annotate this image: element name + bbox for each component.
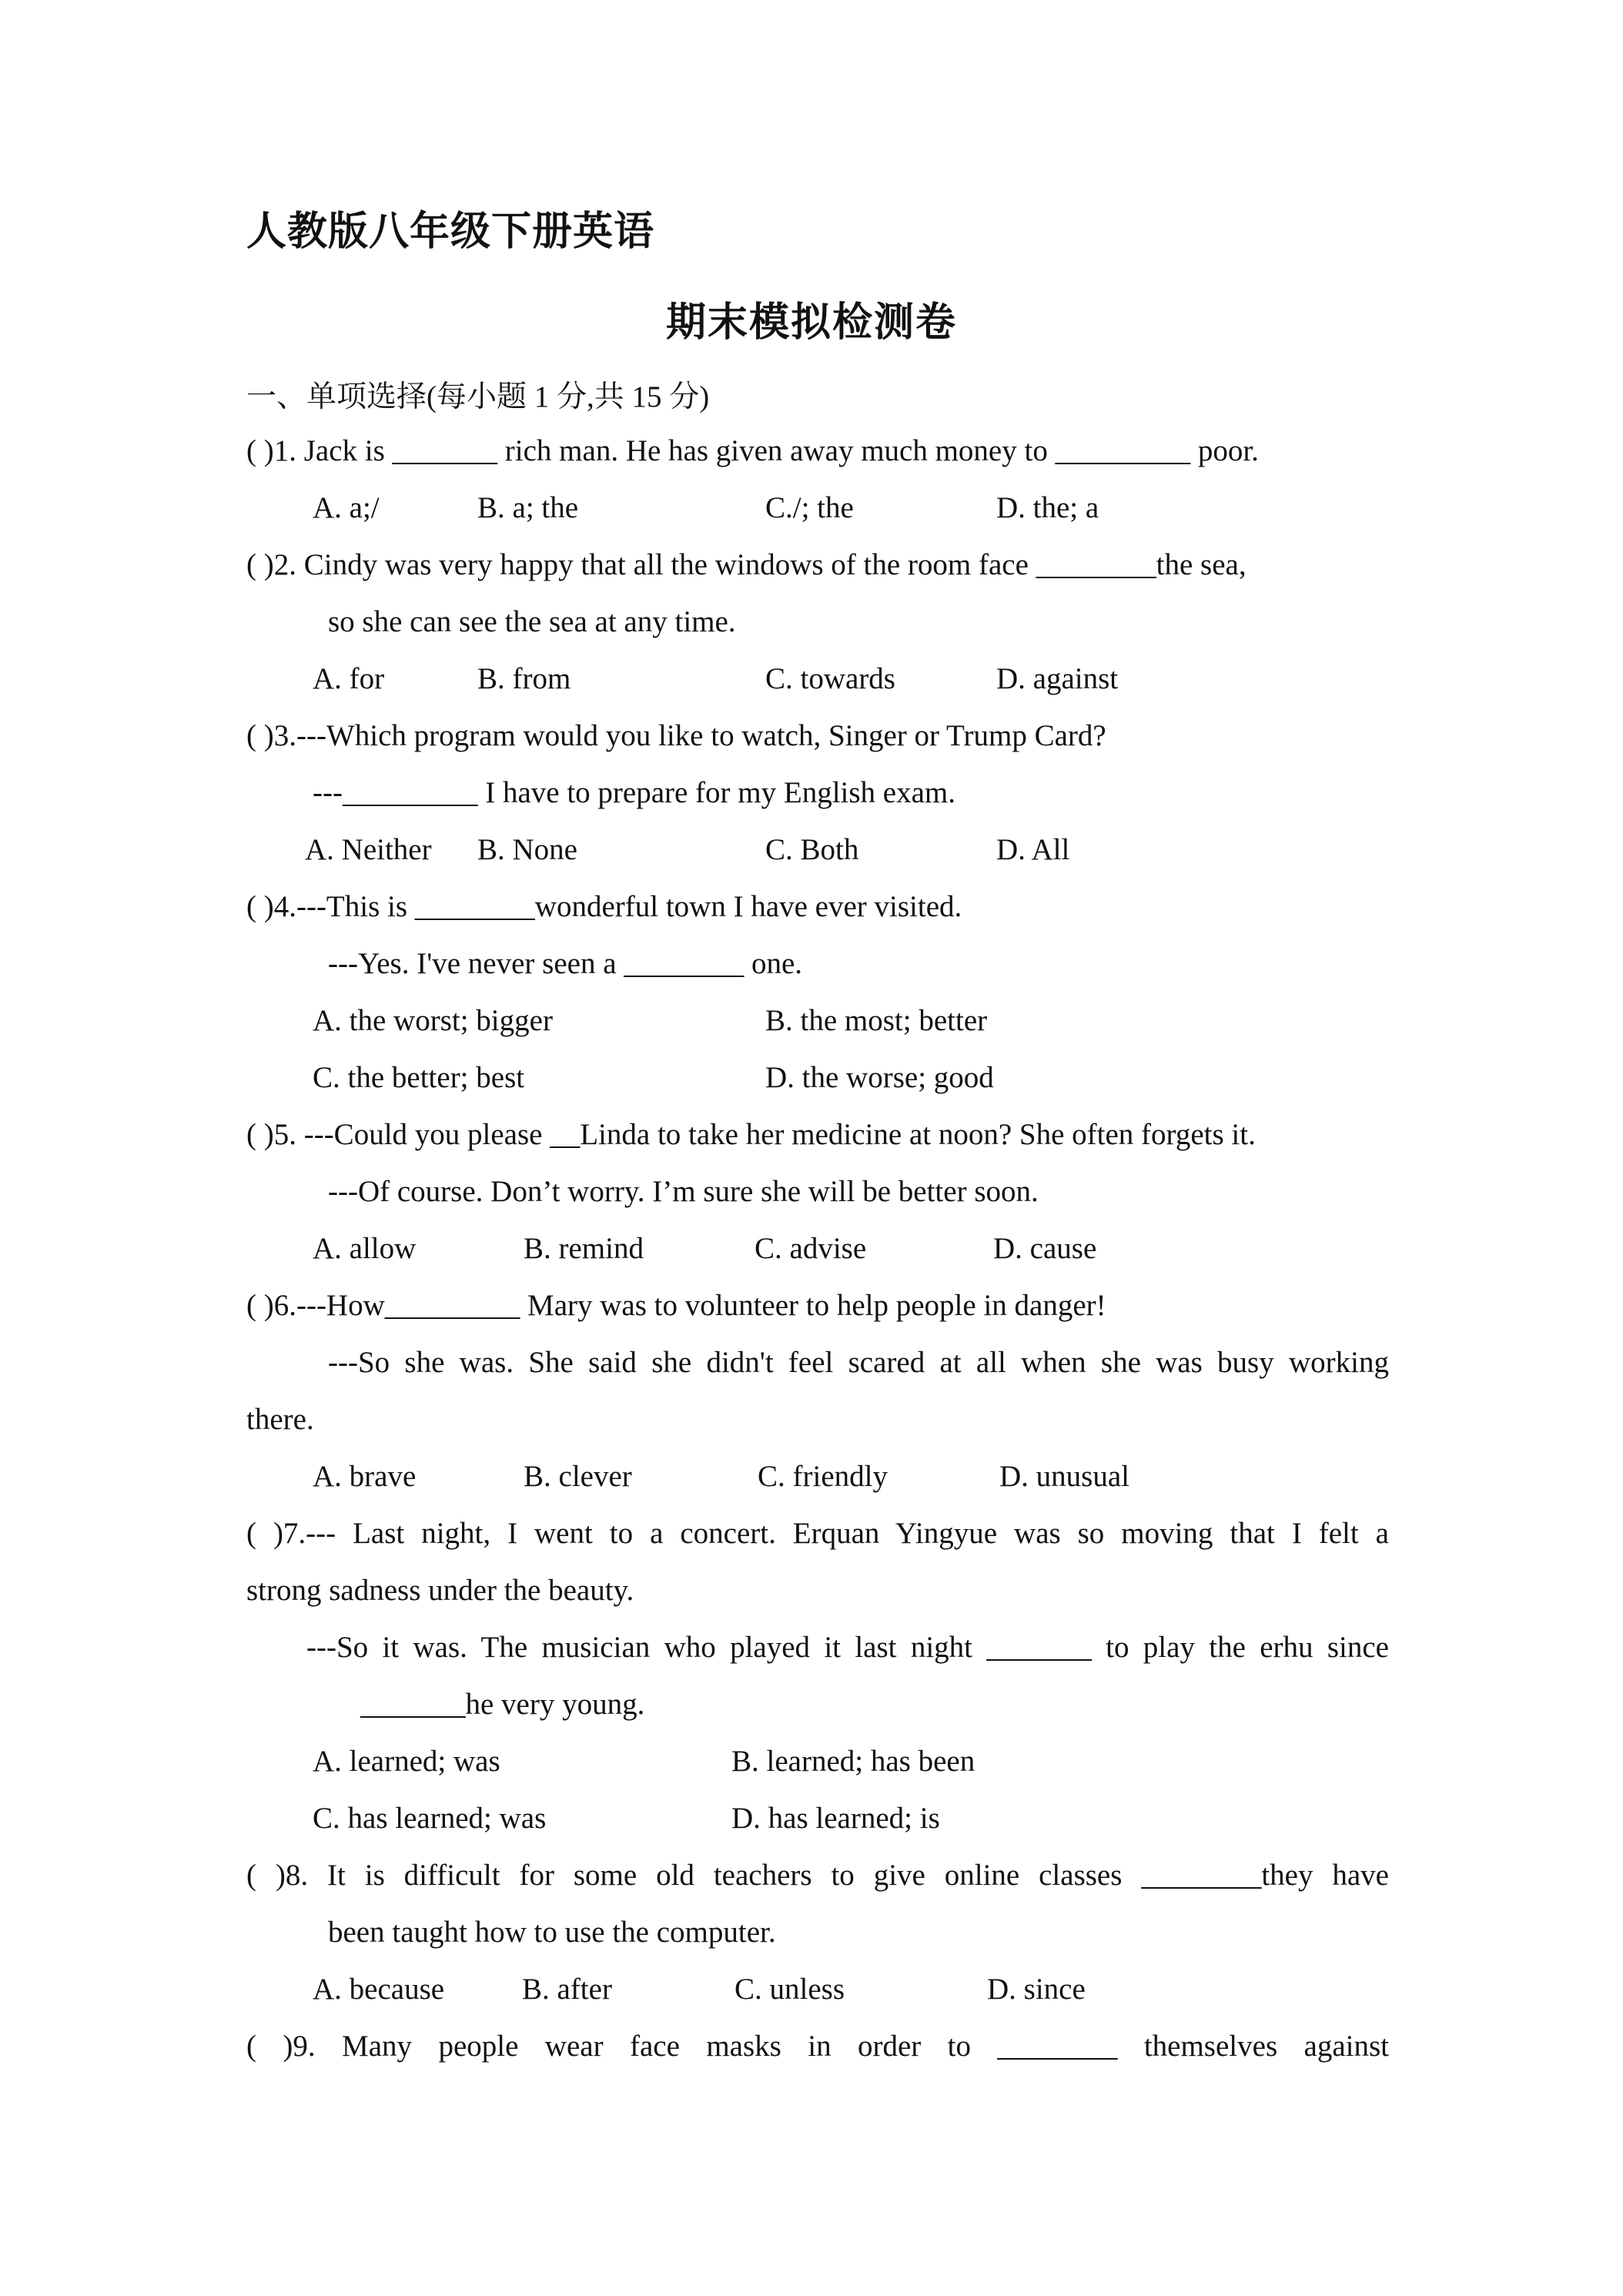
question-6-line-1: ( )6.---How_________ Mary was to volunteer to help people in danger! <box>246 1289 1106 1322</box>
question-3-option-a: A. Neither <box>305 833 432 866</box>
question-6-option-d: D. unusual <box>999 1460 1129 1493</box>
question-6-line-2: ---So she was. She said she didn't feel scared at all when she was busy working <box>328 1346 1389 1379</box>
question-1-option-c: C./; the <box>765 491 854 524</box>
question-7-line-4: _______he very young. <box>360 1688 645 1721</box>
question-3-line-1: ( )3.---Which program would you like to watch, Singer or Trump Card? <box>246 719 1106 752</box>
question-7-line-1: ( )7.--- Last night, I went to a concert. Erquan Yingyue was so moving that I felt a <box>246 1517 1389 1550</box>
question-6-option-a: A. brave <box>313 1460 417 1493</box>
question-4-option-c: C. the better; best <box>313 1061 525 1094</box>
question-8-option-d: D. since <box>987 1973 1086 2006</box>
question-4-option-a: A. the worst; bigger <box>313 1004 553 1037</box>
question-3-option-c: C. Both <box>765 833 859 866</box>
question-2-option-c: C. towards <box>765 662 895 695</box>
question-7-line-2: strong sadness under the beauty. <box>246 1574 634 1607</box>
question-8-option-b: B. after <box>522 1973 612 2006</box>
question-2-option-b: B. from <box>477 662 571 695</box>
question-4-line-2: ---Yes. I've never seen a ________ one. <box>328 947 803 980</box>
question-1-option-b: B. a; the <box>477 491 579 524</box>
question-1-line-1: ( )1. Jack is _______ rich man. He has given away much money to _________ poor. <box>246 434 1259 467</box>
question-4-option-d: D. the worse; good <box>765 1061 994 1094</box>
question-4-line-1: ( )4.---This is ________wonderful town I have ever visited. <box>246 890 962 923</box>
question-5-option-a: A. allow <box>313 1232 417 1265</box>
question-1-option-a: A. a;/ <box>313 491 380 524</box>
document-subtitle: 期末模拟检测卷 <box>665 300 957 346</box>
question-7-option-a: A. learned; was <box>313 1745 500 1778</box>
question-4-option-b: B. the most; better <box>765 1004 988 1037</box>
question-8-option-a: A. because <box>313 1973 445 2006</box>
question-7-option-c: C. has learned; was <box>313 1802 547 1835</box>
question-2-line-1: ( )2. Cindy was very happy that all the windows of the room face ________the sea, <box>246 548 1247 581</box>
question-8-option-c: C. unless <box>735 1973 845 2006</box>
question-6-option-b: B. clever <box>524 1460 632 1493</box>
question-5-line-1: ( )5. ---Could you please __Linda to take her medicine at noon? She often forgets it. <box>246 1118 1256 1151</box>
question-7-option-b: B. learned; has been <box>731 1745 975 1778</box>
question-5-option-c: C. advise <box>755 1232 867 1265</box>
question-3-option-d: D. All <box>996 833 1070 866</box>
question-2-option-d: D. against <box>996 662 1119 695</box>
question-1-option-d: D. the; a <box>996 491 1099 524</box>
question-7-line-3: ---So it was. The musician who played it last night _______ to play the erhu since <box>306 1631 1389 1664</box>
question-3-option-b: B. None <box>477 833 577 866</box>
document-title: 人教版八年级下册英语 <box>246 209 655 255</box>
section-heading: 一、单项选择(每小题 1 分,共 15 分) <box>246 380 710 413</box>
question-2-option-a: A. for <box>313 662 385 695</box>
question-2-line-2: so she can see the sea at any time. <box>328 605 736 638</box>
question-8-line-2: been taught how to use the computer. <box>328 1916 776 1949</box>
question-3-line-2: ---_________ I have to prepare for my English exam. <box>313 776 955 809</box>
question-5-option-d: D. cause <box>993 1232 1097 1265</box>
question-6-line-3: there. <box>246 1403 314 1436</box>
question-6-option-c: C. friendly <box>758 1460 888 1493</box>
question-9-line-1: ( )9. Many people wear face masks in order to ________ themselves against <box>246 2030 1389 2063</box>
question-5-line-2: ---Of course. Don’t worry. I’m sure she will be better soon. <box>328 1175 1039 1208</box>
question-7-option-d: D. has learned; is <box>731 1802 940 1835</box>
question-8-line-1: ( )8. It is difficult for some old teachers to give online classes ________they have <box>246 1859 1389 1892</box>
question-5-option-b: B. remind <box>524 1232 644 1265</box>
